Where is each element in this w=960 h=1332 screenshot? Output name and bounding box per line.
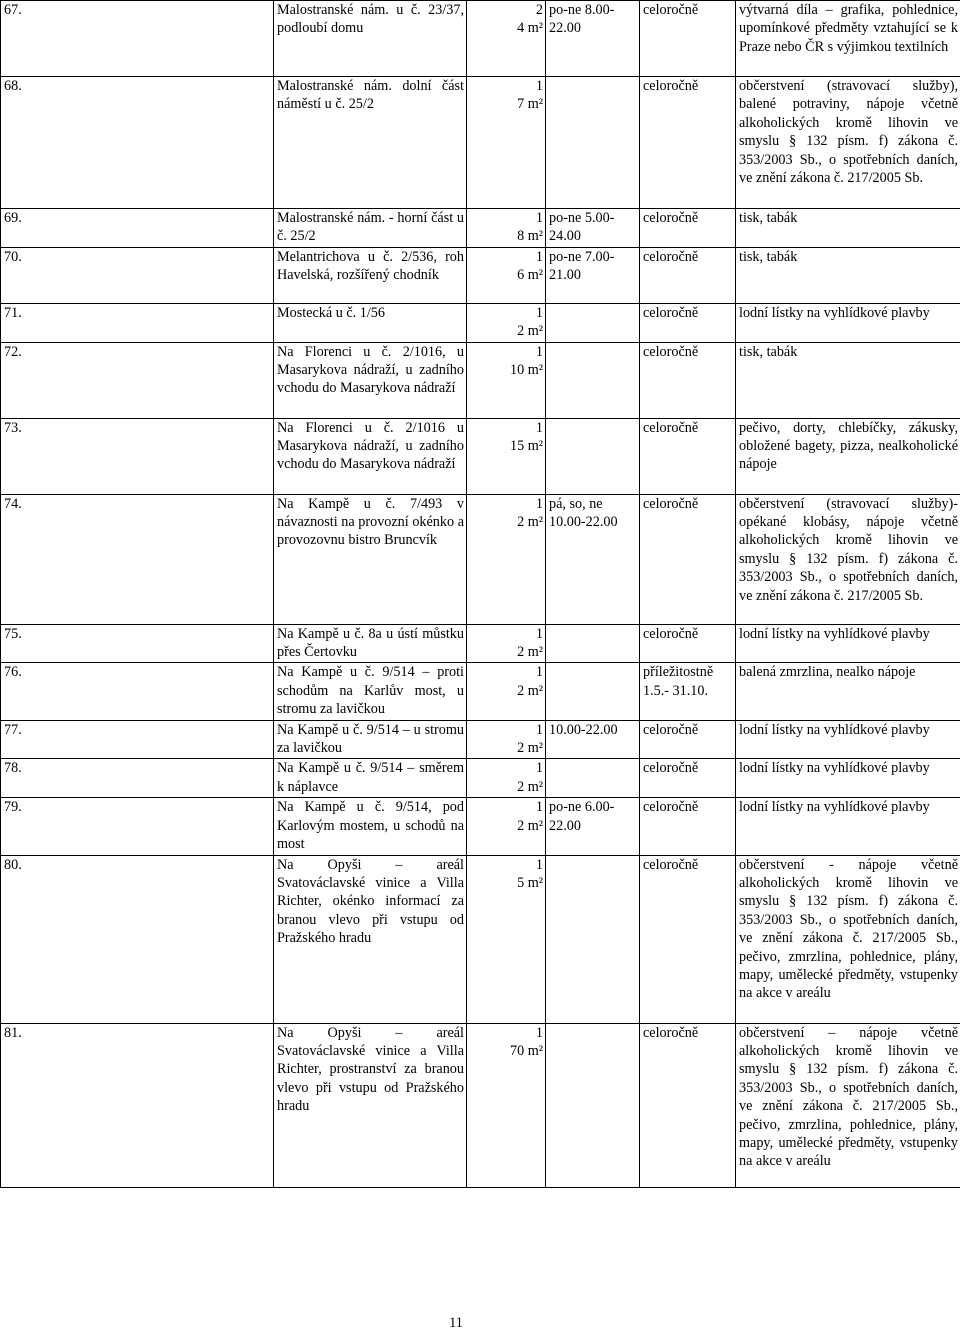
row-period: celoročně: [640, 77, 736, 209]
row-count: 1: [535, 760, 543, 777]
row-goods: pečivo, dorty, chlebíčky, zákusky, obložené bagety, pizza, nealkoholické nápoje: [736, 418, 960, 494]
row-area: 10 m²: [509, 362, 543, 379]
row-period: celoročně: [640, 798, 736, 855]
row-time: [546, 342, 640, 418]
page-number: 11: [449, 1315, 463, 1331]
row-area: 5 m²: [517, 874, 543, 891]
row-goods: lodní lístky na vyhlídkové plavby: [736, 720, 960, 759]
row-goods: výtvarná díla – grafika, pohlednice, upomínkové předměty vztahující se k Praze nebo ČR s výjimkou textilních: [736, 1, 960, 77]
row-location: Malostranské nám. - horní část u č. 25/2: [274, 209, 467, 248]
row-count-area: [467, 624, 546, 663]
row-goods: lodní lístky na vyhlídkové plavby: [736, 798, 960, 855]
row-number: 67.: [1, 1, 274, 77]
row-location: Na Florenci u č. 2/1016, u Masarykova nádraží, u zadního vchodu do Masarykova nádraží: [274, 342, 467, 418]
row-count: 1: [535, 1024, 543, 1041]
row-area: 8 m²: [517, 228, 543, 245]
table-row: [1, 303, 960, 342]
row-number: 69.: [1, 209, 274, 248]
table-row: [1, 1023, 960, 1187]
row-period: příležitostně 1.5.- 31.10.: [640, 663, 736, 720]
row-number: 74.: [1, 494, 274, 624]
row-goods: tisk, tabák: [736, 247, 960, 303]
row-time: [546, 855, 640, 1023]
row-goods: občerstvení (stravovací služby), balené potraviny, nápoje včetně alkoholických kromě lihovin ve smyslu § 132 písm. f) zákona č. 353/2003 Sb., o spotřebních daních, ve znění zákona č. 217/2005 Sb.: [736, 77, 960, 209]
row-location: Na Opyši – areál Svatováclavské vinice a Villa Richter, prostranství za branou vlevo při vstupu od Pražského hradu: [274, 1023, 467, 1187]
row-area: 70 m²: [509, 1042, 543, 1059]
row-number: 72.: [1, 342, 274, 418]
row-time: po-ne 8.00-22.00: [546, 1, 640, 77]
row-time: [546, 303, 640, 342]
row-number: 70.: [1, 247, 274, 303]
row-area: 7 m²: [517, 96, 543, 113]
row-number: 75.: [1, 624, 274, 663]
row-count: 1: [535, 495, 543, 512]
row-location: Na Florenci u č. 2/1016 u Masarykova nádraží, u zadního vchodu do Masarykova nádraží: [274, 418, 467, 494]
table-row: [1, 624, 960, 663]
row-area: 2 m²: [517, 817, 543, 834]
row-count: 1: [535, 721, 543, 738]
row-location: Na Opyši – areál Svatováclavské vinice a Villa Richter, okénko informací za branou vlevo při vstupu od Pražského hradu: [274, 855, 467, 1023]
row-period: celoročně: [640, 303, 736, 342]
row-time: pá, so, ne 10.00-22.00: [546, 494, 640, 624]
row-number: 76.: [1, 663, 274, 720]
row-location: Na Kampě u č. 9/514, pod Karlovým mostem, u schodů na most: [274, 798, 467, 855]
table-row: [1, 759, 960, 798]
row-count-area: [467, 418, 546, 494]
table-row: [1, 247, 960, 303]
table-row: [1, 418, 960, 494]
row-count-area: [467, 855, 546, 1023]
table-row: [1, 77, 960, 209]
row-count: 1: [535, 799, 543, 816]
row-period: celoročně: [640, 247, 736, 303]
row-count: 1: [535, 304, 543, 321]
row-number: 81.: [1, 1023, 274, 1187]
row-time: [546, 77, 640, 209]
row-location: Na Kampě u č. 9/514 – proti schodům na Karlův most, u stromu za lavičkou: [274, 663, 467, 720]
row-area: 2 m²: [517, 740, 543, 757]
row-count-area: [467, 1, 546, 77]
row-goods: lodní lístky na vyhlídkové plavby: [736, 759, 960, 798]
row-goods: občerstvení - nápoje včetně alkoholických kromě lihovin ve smyslu § 132 písm. f) zákona č. 353/2003 Sb., o spotřebních daních, ve znění zákona č. 217/2005 Sb., pečivo, zmrzlina, pohlednice, plány, mapy, umělecké předměty, vstupenky na akce v areálu: [736, 855, 960, 1023]
row-count-area: [467, 798, 546, 855]
row-period: celoročně: [640, 418, 736, 494]
row-goods: balená zmrzlina, nealko nápoje: [736, 663, 960, 720]
row-area: 2 m²: [517, 514, 543, 531]
row-location: Mostecká u č. 1/56: [274, 303, 467, 342]
row-goods: lodní lístky na vyhlídkové plavby: [736, 624, 960, 663]
table-row: [1, 342, 960, 418]
row-time: [546, 759, 640, 798]
row-time: 10.00-22.00: [546, 720, 640, 759]
row-count-area: [467, 342, 546, 418]
row-time: [546, 663, 640, 720]
row-count-area: [467, 759, 546, 798]
table-body: [1, 1, 960, 1188]
row-period: celoročně: [640, 209, 736, 248]
row-area: 4 m²: [517, 20, 543, 37]
row-number: 73.: [1, 418, 274, 494]
table-row: [1, 1, 960, 77]
row-period: celoročně: [640, 1, 736, 77]
row-period: celoročně: [640, 494, 736, 624]
row-count-area: [467, 77, 546, 209]
row-period: celoročně: [640, 759, 736, 798]
row-period: celoročně: [640, 1023, 736, 1187]
row-location: Na Kampě u č. 8a u ústí můstku přes Čertovku: [274, 624, 467, 663]
row-period: celoročně: [640, 855, 736, 1023]
row-period: celoročně: [640, 720, 736, 759]
row-time: po-ne 6.00-22.00: [546, 798, 640, 855]
table-row: [1, 494, 960, 624]
row-area: 6 m²: [517, 267, 543, 284]
row-location: Na Kampě u č. 7/493 v návaznosti na provozní okénko a provozovnu bistro Bruncvík: [274, 494, 467, 624]
row-period: celoročně: [640, 624, 736, 663]
row-count: 1: [535, 664, 543, 681]
row-number: 77.: [1, 720, 274, 759]
row-location: Malostranské nám. dolní část náměstí u č. 25/2: [274, 77, 467, 209]
row-count: 1: [535, 210, 543, 226]
row-count: 1: [535, 78, 543, 94]
table-row: [1, 209, 960, 248]
row-count-area: [467, 247, 546, 303]
row-count: 1: [535, 856, 543, 873]
row-count-area: [467, 209, 546, 248]
row-area: 2 m²: [517, 323, 543, 340]
row-number: 80.: [1, 855, 274, 1023]
table-row: [1, 798, 960, 855]
row-goods: občerstvení – nápoje včetně alkoholických kromě lihovin ve smyslu § 132 písm. f) zákona č. 353/2003 Sb., o spotřebních daních, ve znění zákona č. 217/2005 Sb., pečivo, zmrzlina, pohlednice, plány, mapy, umělecké předměty, vstupenky na akce v areálu: [736, 1023, 960, 1187]
row-count-area: [467, 303, 546, 342]
table-row: [1, 663, 960, 720]
row-goods: občerstvení (stravovací služby)- opékané klobásy, nápoje včetně alkoholických kromě lihovin ve smyslu § 132 písm. f) zákona č. 353/2003 Sb., o spotřebních daních, ve znění zákona č. 217/2005 Sb.: [736, 494, 960, 624]
row-number: 79.: [1, 798, 274, 855]
row-goods: tisk, tabák: [736, 342, 960, 418]
row-count-area: [467, 494, 546, 624]
row-count-area: [467, 720, 546, 759]
row-location: Na Kampě u č. 9/514 – směrem k náplavce: [274, 759, 467, 798]
row-count: 2: [535, 2, 543, 18]
row-time: po-ne 5.00-24.00: [546, 209, 640, 248]
row-area: 2 m²: [517, 682, 543, 699]
row-count: 1: [535, 625, 543, 642]
row-location: Na Kampě u č. 9/514 – u stromu za lavičkou: [274, 720, 467, 759]
row-area: 2 m²: [517, 644, 543, 661]
row-count: 1: [535, 343, 543, 360]
table-row: [1, 855, 960, 1023]
table-row: [1, 720, 960, 759]
row-number: 68.: [1, 77, 274, 209]
row-count: 1: [535, 248, 543, 265]
row-time: po-ne 7.00-21.00: [546, 247, 640, 303]
row-period: celoročně: [640, 342, 736, 418]
row-area: 15 m²: [509, 438, 543, 455]
row-time: [546, 624, 640, 663]
row-time: [546, 418, 640, 494]
row-number: 78.: [1, 759, 274, 798]
row-count-area: [467, 663, 546, 720]
row-number: 71.: [1, 303, 274, 342]
row-time: [546, 1023, 640, 1187]
row-count: 1: [535, 419, 543, 436]
row-count-area: [467, 1023, 546, 1187]
row-location: Melantrichova u č. 2/536, roh Havelská, rozšířený chodník: [274, 247, 467, 303]
row-goods: tisk, tabák: [736, 209, 960, 248]
row-location: Malostranské nám. u č. 23/37, podloubí domu: [274, 1, 467, 77]
row-area: 2 m²: [517, 778, 543, 795]
row-goods: lodní lístky na vyhlídkové plavby: [736, 303, 960, 342]
